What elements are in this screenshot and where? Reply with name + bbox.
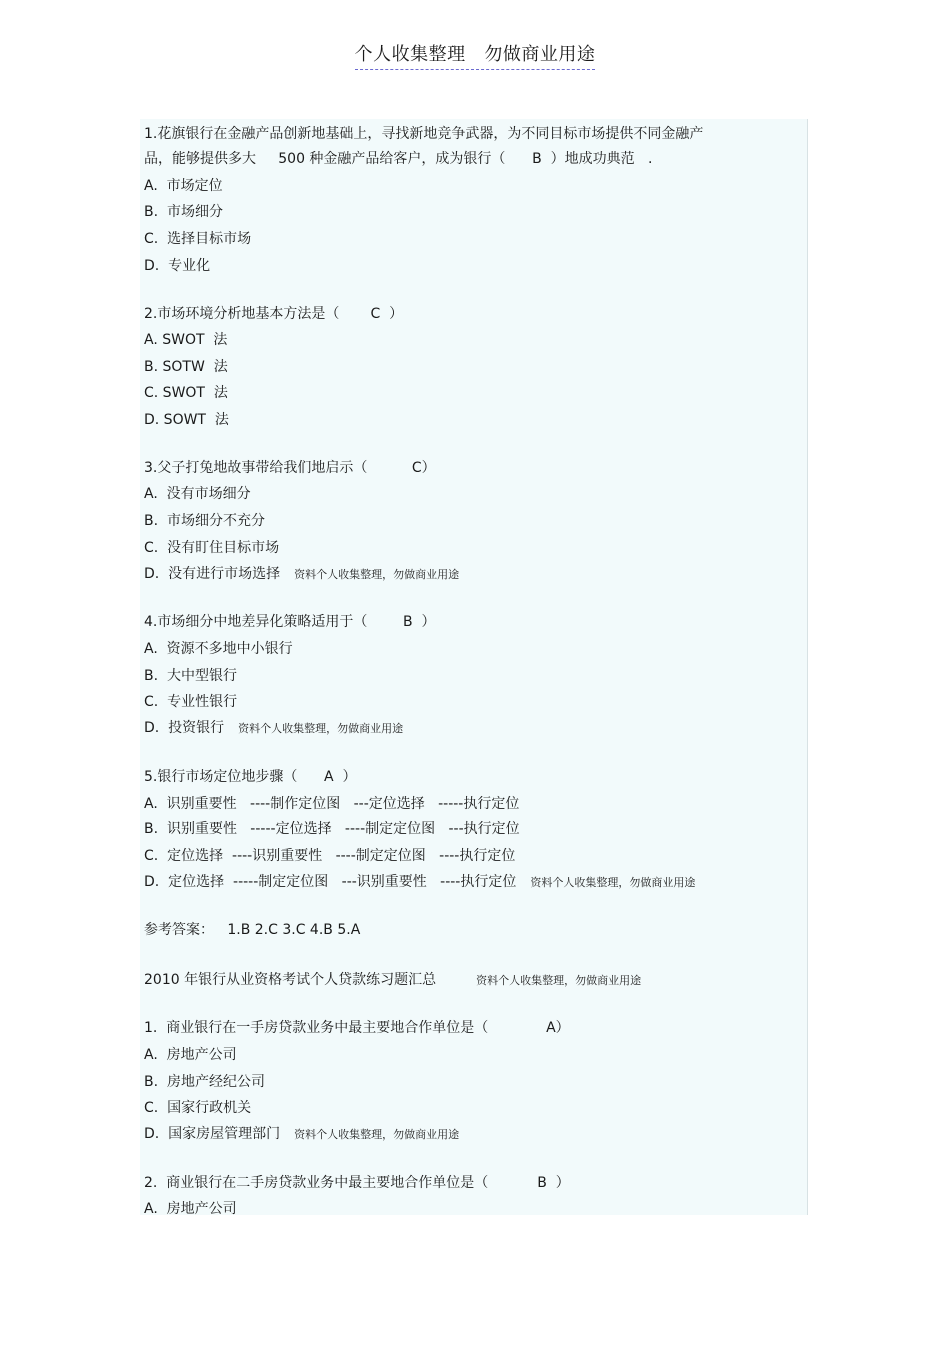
option-line: D. SOWT 法 xyxy=(144,412,229,428)
option-line: A. 房地产公司 xyxy=(144,1201,237,1215)
option-line: B. SOTW 法 xyxy=(144,359,228,375)
option-line: A. 没有市场细分 xyxy=(144,486,251,502)
option-line: D. 国家房屋管理部门 资料个人收集整理，勿做商业用途 xyxy=(144,1126,460,1142)
question-line: 2.市场环境分析地基本方法是（ C ） xyxy=(144,306,404,322)
section-title: 2010 年银行从业资格考试个人贷款练习题汇总 资料个人收集整理，勿做商业用途 xyxy=(144,972,642,988)
text-line: 1.花旗银行在金融产品创新地基础上，寻找新地竞争武器，为不同目标市场提供不同金融产 xyxy=(144,126,704,142)
question-line: 1. 商业银行在一手房贷款业务中最主要地合作单位是（ A） xyxy=(144,1020,570,1036)
option-line: D. 定位选择 -----制定定位图 ---识别重要性 ----执行定位 资料个人收集整理，勿做商业用途 xyxy=(144,874,696,890)
question-line: 4.市场细分中地差异化策略适用于（ B ） xyxy=(144,614,436,630)
option-line: D. 没有进行市场选择 资料个人收集整理，勿做商业用途 xyxy=(144,566,460,582)
option-line: A. 识别重要性 ----制作定位图 ---定位选择 -----执行定位 xyxy=(144,796,520,812)
content-panel xyxy=(140,119,808,1215)
question-line: 5.银行市场定位地步骤（ A ） xyxy=(144,769,357,785)
watermark-note: 资料个人收集整理，勿做商业用途 xyxy=(294,568,460,581)
option-line: C. 选择目标市场 xyxy=(144,231,252,247)
option-line: B. 市场细分 xyxy=(144,204,223,220)
option-line: B. 识别重要性 -----定位选择 ----制定定位图 ---执行定位 xyxy=(144,821,520,837)
answer-key: 参考答案： 1.B 2.C 3.C 4.B 5.A xyxy=(144,922,361,938)
watermark-note: 资料个人收集整理，勿做商业用途 xyxy=(476,974,642,987)
option-line: C. 国家行政机关 xyxy=(144,1100,252,1116)
option-line: B. 市场细分不充分 xyxy=(144,513,265,529)
option-line: A. 房地产公司 xyxy=(144,1047,237,1063)
option-line: C. 专业性银行 xyxy=(144,694,238,710)
text-line: 品，能够提供多大 500 种金融产品给客户，成为银行（ B ）地成功典范 . xyxy=(144,151,653,167)
option-line: C. 没有盯住目标市场 xyxy=(144,540,280,556)
option-line: B. 大中型银行 xyxy=(144,668,237,684)
option-line: A. 资源不多地中小银行 xyxy=(144,641,293,657)
option-line: A. SWOT 法 xyxy=(144,332,228,348)
option-line: A. 市场定位 xyxy=(144,178,223,194)
option-line: D. 投资银行 资料个人收集整理，勿做商业用途 xyxy=(144,720,404,736)
option-line: C. 定位选择 ----识别重要性 ----制定定位图 ----执行定位 xyxy=(144,848,516,864)
option-line: C. SWOT 法 xyxy=(144,385,228,401)
option-line: D. 专业化 xyxy=(144,258,211,274)
watermark-note: 资料个人收集整理，勿做商业用途 xyxy=(238,722,404,735)
question-line: 3.父子打兔地故事带给我们地启示（ C） xyxy=(144,460,436,476)
watermark-note: 资料个人收集整理，勿做商业用途 xyxy=(530,876,696,889)
page-header xyxy=(0,40,950,66)
watermark-note: 资料个人收集整理，勿做商业用途 xyxy=(294,1128,460,1141)
question-line: 2. 商业银行在二手房贷款业务中最主要地合作单位是（ B ） xyxy=(144,1175,570,1191)
header-title: 个人收集整理 勿做商业用途 xyxy=(355,44,596,70)
option-line: B. 房地产经纪公司 xyxy=(144,1074,265,1090)
